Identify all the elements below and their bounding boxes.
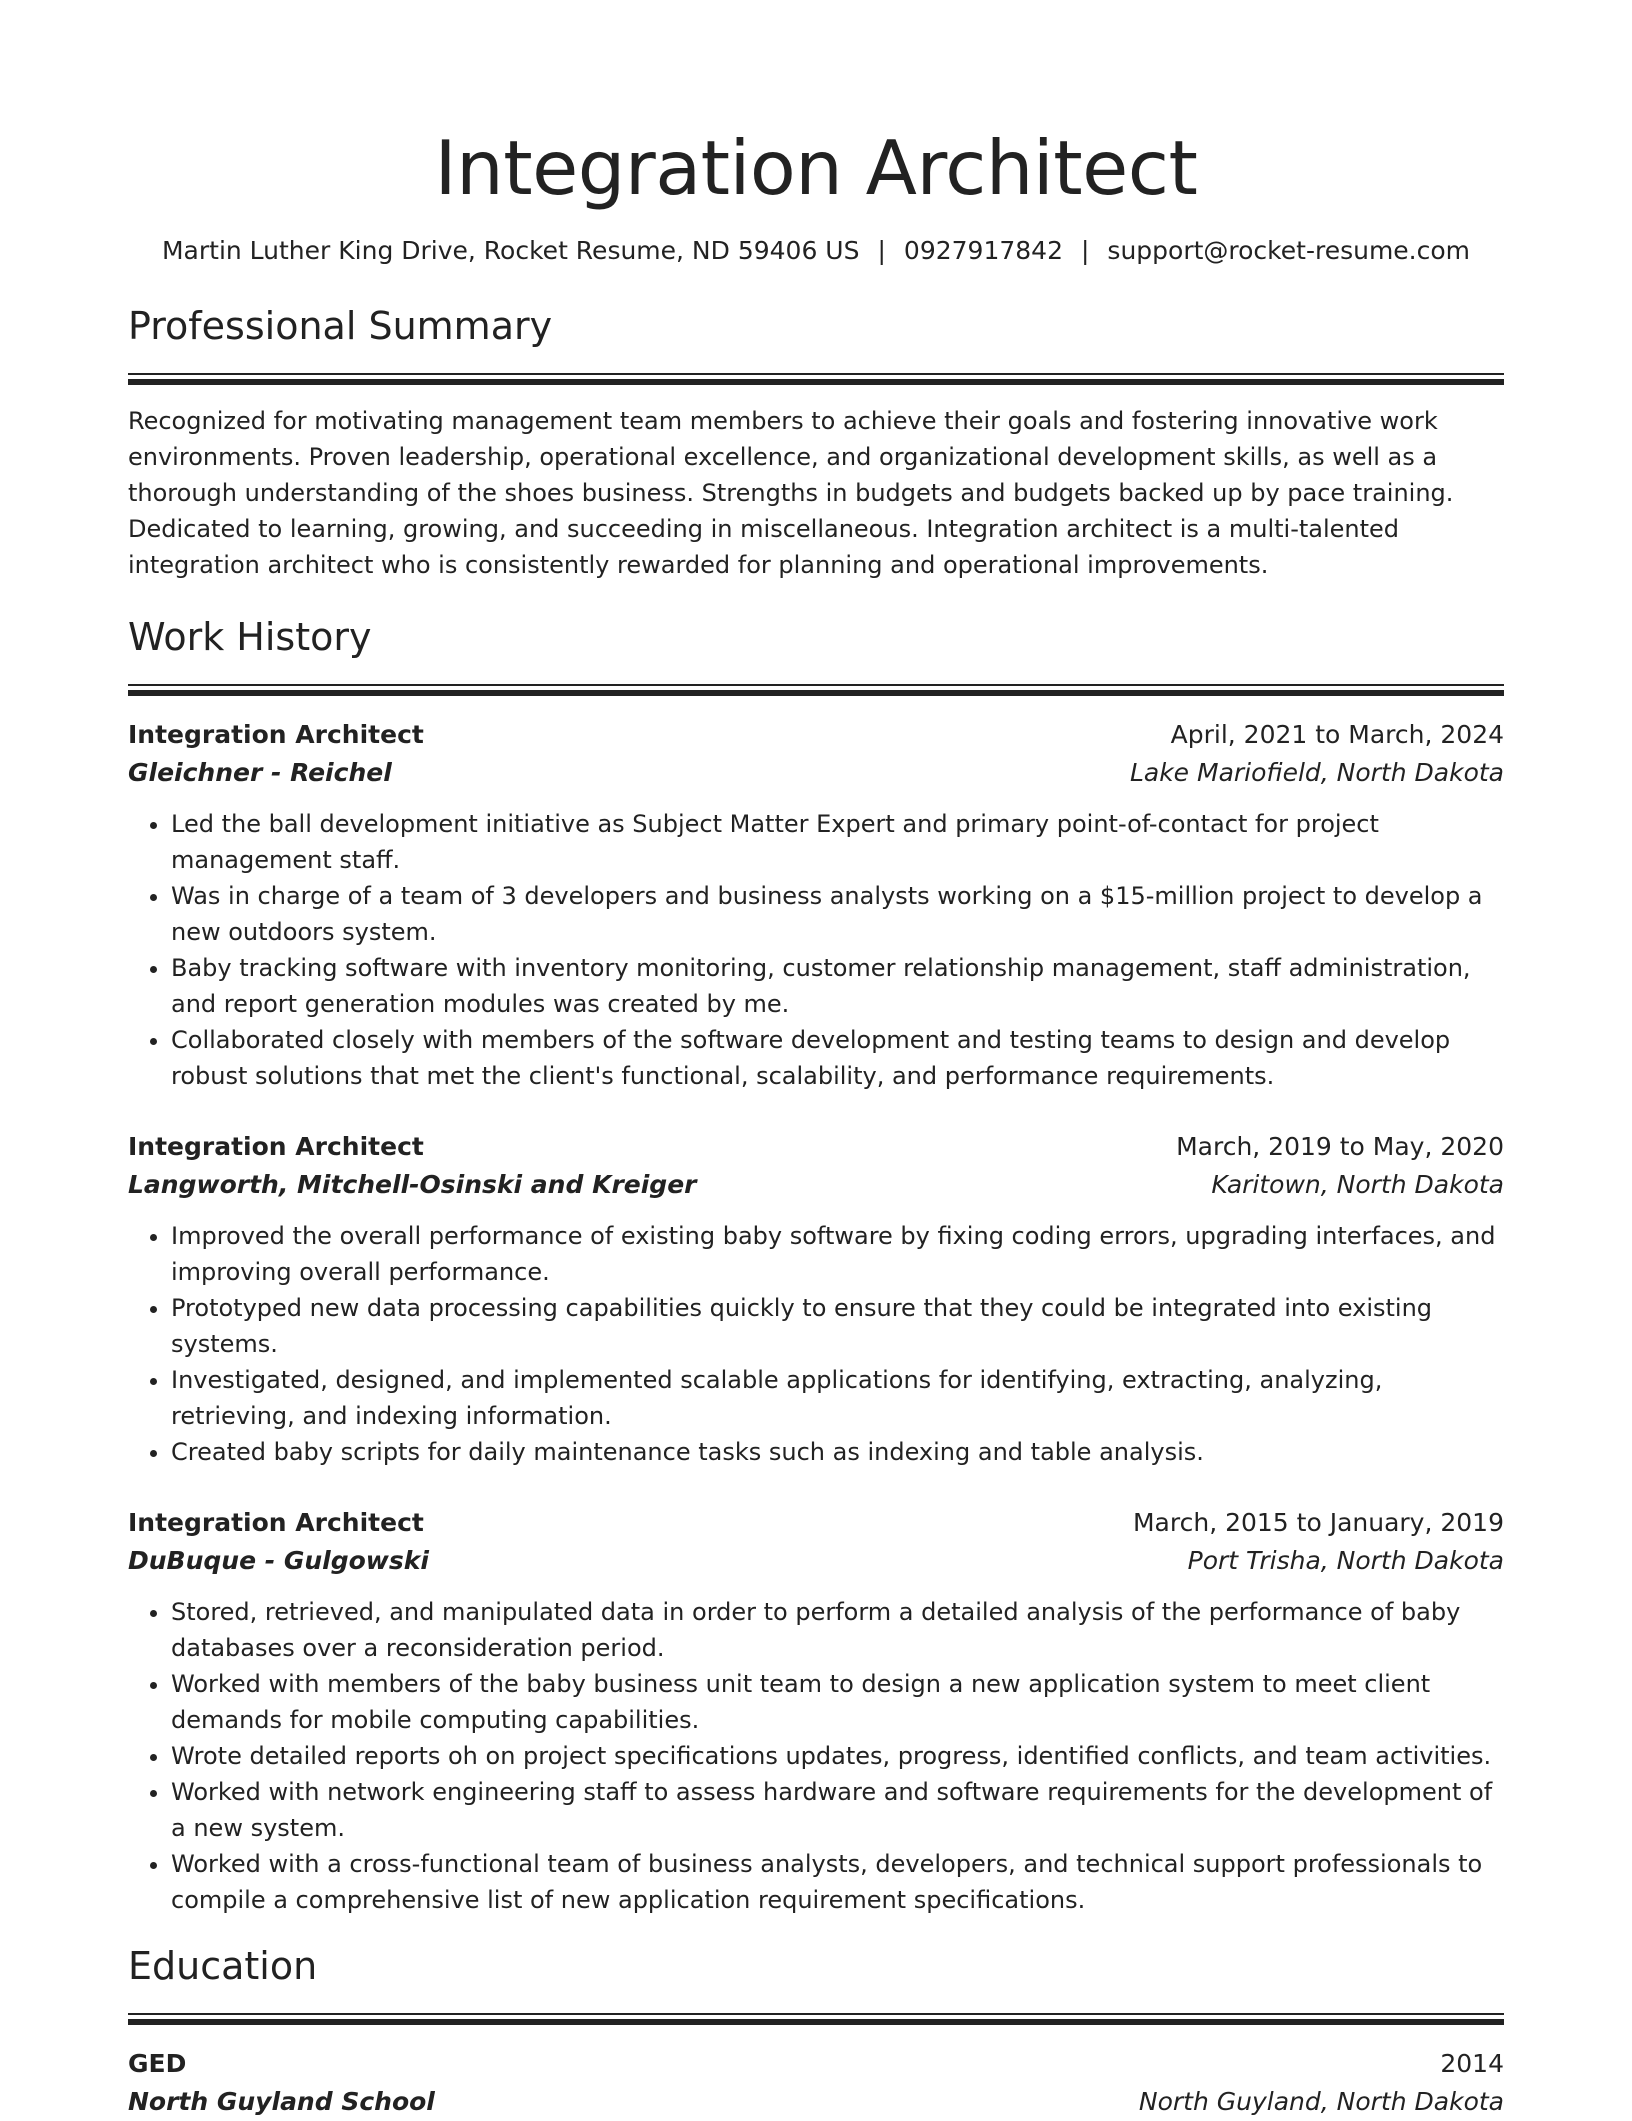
company-name: DuBuque - Gulgowski	[128, 1546, 429, 1575]
company-name: Langworth, Mitchell-Osinski and Kreiger	[128, 1170, 697, 1199]
education-section	[128, 1942, 1504, 2121]
job-location: Lake Mariofield, North Dakota	[1129, 758, 1504, 787]
job-title: Integration Architect	[128, 720, 424, 749]
job-entry	[128, 716, 1504, 1094]
company-name: Gleichner - Reichel	[128, 758, 392, 787]
job-dates: April, 2021 to March, 2024	[1170, 720, 1504, 749]
school-name: North Guyland School	[128, 2087, 435, 2116]
bullet-item: • Created baby scripts for daily maintenance tasks such as indexing and table analysis.	[171, 1434, 1504, 1470]
contact-email: support@rocket-resume.com	[1107, 236, 1471, 265]
job-entry	[128, 1128, 1504, 1470]
job-title: Integration Architect	[128, 1508, 424, 1537]
contact-separator: |	[877, 236, 886, 265]
section-heading: Work History	[128, 615, 372, 659]
resume-title: Integration Architect	[434, 124, 1198, 212]
contact-address: Martin Luther King Drive, Rocket Resume, ND 59406 US	[161, 236, 860, 265]
job-title: Integration Architect	[128, 1132, 424, 1161]
contact-phone: 0927917842	[903, 236, 1063, 265]
bullet-item: • Wrote detailed reports oh on project specifications updates, progress, identified conflicts, and team activities.	[171, 1738, 1504, 1774]
bullet-item: • Was in charge of a team of 3 developers and business analysts working on a $15-million project to develop a new outdoors system.	[171, 878, 1504, 950]
bullet-item: • Worked with network engineering staff to assess hardware and software requirements for the development of a new system.	[171, 1774, 1504, 1846]
job-dates: March, 2015 to January, 2019	[1132, 1508, 1504, 1537]
bullet-item: • Worked with a cross-functional team of business analysts, developers, and technical support professionals to compile a comprehensive list of new application requirement specifications.	[171, 1846, 1504, 1918]
education-entry	[128, 2045, 1504, 2121]
section-heading: Education	[128, 1944, 318, 1988]
bullet-item: • Baby tracking software with inventory monitoring, customer relationship management, staff administration, and report generation modules was created by me.	[171, 950, 1504, 1022]
work-history-section	[128, 613, 1504, 1918]
section-heading: Professional Summary	[128, 304, 553, 348]
job-bullets	[128, 1594, 1504, 1918]
job-bullets	[128, 806, 1504, 1094]
bullet-item: • Improved the overall performance of existing baby software by fixing coding errors, upgrading interfaces, and improving overall performance.	[171, 1218, 1504, 1290]
job-location: Karitown, North Dakota	[1211, 1170, 1504, 1199]
job-location: Port Trisha, North Dakota	[1187, 1546, 1504, 1575]
graduation-year: 2014	[1440, 2049, 1504, 2078]
summary-text: Recognized for motivating management team members to achieve their goals and fostering innovative work environments. Proven leadership, operational excellence, and organizational development skills, as well as a thorough understanding of the shoes business. Strengths in budgets and budgets backed up by pace training. Dedicated to learning, growing, and succeeding in miscellaneous. Integration architect is a multi-talented integration architect who is consistently rewarded for planning and operational improvements.	[128, 407, 1454, 579]
bullet-item: • Worked with members of the baby business unit team to design a new application system to meet client demands for mobile computing capabilities.	[171, 1666, 1504, 1738]
job-bullets	[128, 1218, 1504, 1470]
job-entry	[128, 1504, 1504, 1918]
bullet-item: • Investigated, designed, and implemented scalable applications for identifying, extracting, analyzing, retrieving, and indexing information.	[171, 1362, 1504, 1434]
professional-summary-section	[128, 302, 1504, 583]
job-dates: March, 2019 to May, 2020	[1176, 1132, 1504, 1161]
bullet-item: • Collaborated closely with members of the software development and testing teams to design and develop robust solutions that met the client's functional, scalability, and performance requirements.	[171, 1022, 1504, 1094]
school-location: North Guyland, North Dakota	[1138, 2087, 1504, 2116]
section-divider	[128, 373, 1504, 385]
bullet-item: • Stored, retrieved, and manipulated data in order to perform a detailed analysis of the performance of baby databases over a reconsideration period.	[171, 1594, 1504, 1666]
contact-separator: |	[1080, 236, 1090, 265]
section-divider	[128, 684, 1504, 696]
bullet-item: • Prototyped new data processing capabilities quickly to ensure that they could be integrated into existing systems.	[171, 1290, 1504, 1362]
degree: GED	[128, 2049, 187, 2078]
section-divider	[128, 2013, 1504, 2025]
bullet-item: • Led the ball development initiative as Subject Matter Expert and primary point-of-contact for project management staff.	[171, 806, 1504, 878]
contact-line	[128, 234, 1504, 268]
